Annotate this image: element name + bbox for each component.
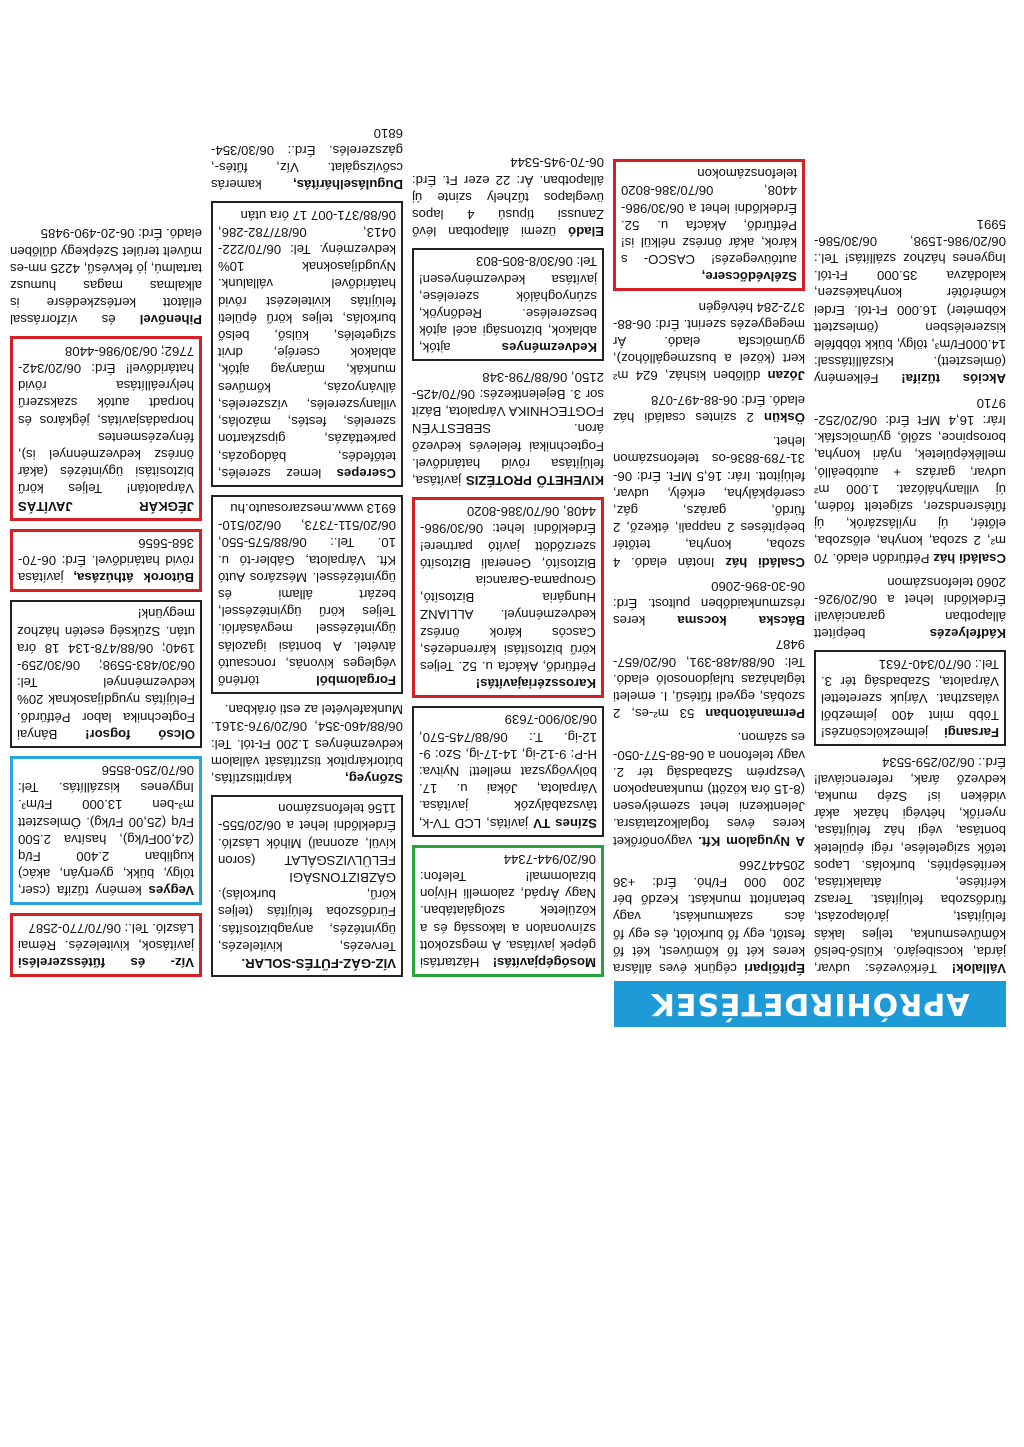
- ad-heading: Karosszériajavítás!: [475, 676, 596, 692]
- ad-column-2: [613, 151, 805, 977]
- ad-text: üzemi állapotban lévő Zanussi típusú 4 lapos üveglapos tűzhely szinte új állapotban. Ár: 22 ezer Ft. Érd: 06-70-945-5344: [412, 155, 604, 240]
- ad-heading: Forgalomból: [316, 672, 396, 688]
- ad-heading: Vállalok!: [951, 961, 1006, 976]
- ad-text: beépített állapotban garanciával! Érdeklődni lehet a 06/20/926-2060 telefonszámon: [814, 574, 1006, 642]
- classified-ad: [814, 215, 1006, 387]
- ad-text: Bányai Fogtechnika labor Pétfürdő. Felújítás nyugdíjasoknak 20% kedvezménnyel Tel: 06/30/483-5598; 06/30/259-1940; 06/88/478-134 18 óra után. Szükség esetén házhoz megyünk!: [17, 606, 195, 742]
- ad-heading: Víz- és fűtésszerelési: [18, 955, 194, 970]
- classified-ad: [613, 392, 805, 426]
- ad-heading: Kádfelyezés: [929, 626, 1006, 642]
- ad-text: javítása rövid határidővel. Érd: 06-70-368-5656: [18, 535, 194, 586]
- ad-column-1: [814, 208, 1006, 977]
- ad-column-3: [412, 147, 604, 977]
- classified-ad: [814, 753, 1006, 977]
- classified-ad: [10, 529, 202, 593]
- classified-ad: [814, 574, 1006, 643]
- classified-ad: [412, 369, 604, 489]
- ad-heading: Eladó: [568, 224, 604, 240]
- ad-heading: Öskün: [763, 409, 805, 425]
- ad-text: dűlőben kisház, 624 m² kert (közel a buszmegállóhoz), gyümölcsfa eladó. Ár megegyezés szerint. Érd: 06-88-372-284 hétvégén: [613, 299, 805, 384]
- classified-ad: [412, 845, 604, 977]
- ad-text: jelmezkölcsönzés! Több mint 400 jelmezből választhat. Várjuk szeretettel Várpalota, Szabadság tér 3. Tel.: 06/70/340-7631: [821, 656, 999, 741]
- ad-heading: A Nyugalom Kft.: [698, 833, 805, 849]
- ad-heading: Családi ház: [725, 554, 805, 570]
- classified-ad: [10, 913, 202, 977]
- ad-column-5: [10, 218, 202, 977]
- ad-heading: Mosógépjavítás!: [492, 955, 596, 970]
- ad-text: Térkövezés: udvar, járda, kocsibejáró. Külső-belső kőművesmunka, teljes lakás felújítást, járólapozást, fürdőszoba felújítást. Terasz kérítése, átalakítása, kerítésépítés, burkolás. Lapos tetők szigetelése, régi épületek bontása, végi ház felújítása, nyeríők, hétvégi házak akár vidéken is! Szép munka, kedvező árak, referenciával! Érd.: 06/20/259-5534: [814, 754, 1006, 976]
- ad-heading: JÉGKÁR JAVÍTÁS: [18, 498, 194, 514]
- ad-heading: Olcsó fogsor!: [85, 726, 195, 742]
- classified-ad: [613, 857, 805, 977]
- ad-heading: Kedvezményes: [501, 340, 597, 356]
- classified-ad: [814, 650, 1006, 746]
- classified-ad: [211, 795, 403, 977]
- ad-heading: Cserepes: [336, 465, 396, 481]
- ad-text: javítása, felújítása rövid határidővel. Fogtechnikai felelevés kedvező áron. SEBESTYÉN FOGTECHNIKA Várpalota, Bázit sor 3. Bejelentkezés: 06/70/425-2150, 06/88/798-348: [412, 369, 604, 488]
- ad-text: cégünk éves állásra keres két fő kőművest, két fő festőt, egy fő burkolót, és egy fő ács szakmunkást, vagy betanított munkást. Kezdő bér 200 000 Ft/hó. Érd: +36 205447266: [613, 857, 805, 976]
- classified-ad: [211, 701, 403, 787]
- ad-text: Félkemény (ömlesztett). Kiszállítással: 14.000Ft/m³, tölgy, bükk többféle kiszerelésben (ömlesztett köbméter) 16.000 Ft-tól. Erdei kőmérőtér konyhakészen, kalodázva 35.000 Ft-tól. Ingyenes házhoz szállítás! Tel.: 06/20/986-1598, 06/30/586-5991: [814, 216, 1006, 387]
- ad-heading: Permanátonban: [705, 706, 805, 722]
- classified-ad: [10, 756, 202, 906]
- classified-ad: [412, 497, 604, 698]
- ad-heading: Farsangi: [944, 725, 999, 741]
- ad-text: kemény tűzifa (cser, tölgy, bükk, gyertyán, akác) kugliban 2.400 Ft/q (24,00Ft/kg), hasítva 2.500 Ft/q (25,00 Ft/kg). Ömlesztett m³-ben 13.000 Ft/m³. Ingyenes kiszállítás. Tel: 06/70/250-8556: [17, 762, 194, 899]
- classified-ad: [10, 337, 202, 521]
- classified-ad: [211, 125, 403, 194]
- ad-heading: Színes TV: [533, 815, 597, 831]
- ad-heading: VÍZ-GÁZ-FŰTÉS-SOLAR.: [241, 956, 396, 971]
- ad-text: autóüvegezés! CASCO- s károk, akár önrész nélkül is! Pétfürdő, Akácfa u. 52. Érdeklődni lehet a 06/30/986-4408, 06/70/386-8020 telefonszámokon: [621, 166, 797, 268]
- ad-text: Inotán eladó. 4 szoba, konyha, tetőtér beépítéses 2 nappali, étkező, 2 fürdő, garázs, gáz, cserépkályha, erkély, udvar, felújított. Irár: 16,5 MFt. Érd: 06-31-789-8836-os telefonszámon lehet.: [613, 434, 805, 570]
- classified-ad: [10, 600, 202, 748]
- classified-ad: [211, 201, 403, 486]
- ad-text: javítások, kivitelezés. Rémai László. Tel.: 06/70/770-2587: [18, 920, 194, 953]
- ad-text: kárpittisztítás, bútorkárpitok tisztítását vállalom kedvezményes 1.200 Ft-tól. Tel: 06/88/460-354, 06/20/976-3161. Munkafelvétel az esti órákban.: [211, 702, 403, 786]
- ad-heading: Szőnyeg,: [345, 770, 403, 786]
- classified-ad: [613, 433, 805, 571]
- classified-ad: [613, 298, 805, 384]
- ad-text: Pétfürdőn eladó. 70 m², 2 szoba, konyha, előszoba, előtér, új nyílászárók, új fűtésrendszer, szigetelt födém, új villanyhálózat. 1.000 m² udvar, garázs + autóbeálló, melléképületek, nyári konyha, borospince, szőlő, gyümölcsfák. Irár: 16,4 MFt Érd: 06/20/252-9710: [814, 395, 1006, 566]
- ad-heading: Pihenővel: [139, 312, 202, 328]
- classified-ad: [613, 729, 805, 849]
- classified-ad: [613, 159, 805, 291]
- ad-heading: Józan: [767, 368, 805, 384]
- ad-text: kamerás csővizsgálat. Víz, fűtés-, gázszerelés. Érd.: 06/30/354-6810: [211, 125, 403, 193]
- ad-heading: Akciós tűzifa!: [901, 371, 1006, 387]
- ad-text: 53 m²-es, 2 szobás, egyedi fűtésű, I. emeleti téglaházas tulajdonosoló eladó. Tel: 06/88/488-391, 06/20/657-9487: [613, 637, 805, 722]
- ad-heading: Vegyes: [148, 883, 194, 899]
- ad-text: keres részmunkaidőben pultost. Érd: 06-30-896-2060: [613, 578, 805, 629]
- ad-heading: Szélvédőcsere,: [701, 269, 797, 285]
- ad-text: vagyonőrőket keres éves foglalkoztatásra. Jelentkezni lehet személyesen (8-15 óra között) munkanapokon Veszprém Szabadság tér 2. vagy telefonon a 06-88-577-050-es számon.: [613, 730, 805, 849]
- ad-text: és vízforrással ellátott kertészkedésre is alkalmas magas humusz tartalmú, jó fekvésű, 4225 nm-es művelt terület Szépkegy dűlőben eladó. Érd: 06-20-490-9485: [10, 226, 202, 328]
- ad-text: lemez szerelés, tetőfedés, bádogozás, parkettázás, gipszkarton szerelés, festés, mázolás, villanyszerelés, vízszerelés, állványozás, kőműves munkák, műanyag ajtók, ablakok cseréje, drvit szigetelés, külső, belső burkolás, teljes körű épületi felújítás kivitelezést rövid határidővel vállalunk. Nyugdíjasoknak 10% kedvezmény. Tel: 06/70/222-0413, 06/87/782-286, 06/88/371-007 17 óra után: [218, 207, 396, 481]
- classified-ad: [412, 706, 604, 836]
- classified-ad: [211, 495, 403, 694]
- ad-text: 2 szintes családi ház eladó. Érd: 06-88-497-078: [613, 392, 805, 425]
- ad-heading: Családi ház: [933, 550, 1006, 566]
- ad-heading: KIVEHETŐ PROTÉZIS: [465, 472, 604, 488]
- classified-ad: [613, 636, 805, 722]
- ad-text: javítás, LCD TV-k, távszabályzók javítása. Várpalota, Jókai u. 17. bölyvögyszat mellett! Nyitva: H-P: 9-12-ig, 14-17-ig, Szo: 9-12-ig. T.: 06/88/745-570, 06/30/900-7639: [419, 712, 597, 831]
- ad-text: Háztartási gépek javítása. A megszokott színvonalon a lakosság és a közületek szolgálatában. Nagy Árpád, zalomelli Hívjon bizalommal! Telefon: 06/20/944-7344: [420, 851, 596, 970]
- ad-text: Tervezés, kivitelezés, ügyintézés, anyagbiztosítás. Fürdőszoba felújítás (teljes körű, burkolás). GÁZBIZTONSÁGI FELÜLVIZSGÁLAT (soron kívül, azonnal) Mihók László. Érdeklődni lehet a 06/20/555-1156 telefonszámon: [218, 801, 396, 954]
- ad-heading: Bútorok áthúzása,: [73, 570, 194, 586]
- ad-text: ajtók, ablakok, biztonsági acél ajtók beszerelése. Redőnyök, szúnyoghálók szerelése, javítása kedvezményesen! Tel: 06/30/8-805-803: [419, 254, 597, 356]
- section-title-banner: APRÓHIRDETÉSEK: [614, 981, 1006, 1027]
- ad-text: történő végleges kivonás, roncsautó átvétel. A bontási igazolás ügyintézéssel megvásárlói. Teljes körű ügyintézéssel, bezárt állami és ügyintézéssel. Mészáros Autó Kft. Várpalota, Gábler-tó u. 10. Tel.: 06/88/575-550, 06/20/511-7373, 06/20/510-6913 www.meszarosauto.hu: [218, 500, 396, 688]
- ad-heading: Építőipari: [744, 961, 805, 976]
- ad-heading: Bácska kocsma: [677, 613, 805, 629]
- ad-text: Várpalotán! Teljes körű biztosítási ügyintézés (akár önrész kedvezménnyel is), fényezésmentes horpadásjavítás, jégkáros és horpadt autók szakszerű helyreállítása rövid határidővel! Érd: 06/20/342-7762; 06/30/986-4408: [18, 343, 194, 497]
- classified-ad: [412, 248, 604, 361]
- ad-column-4: [211, 118, 403, 977]
- ad-text: Pétfürdő, Akácfa u. 52. Teljes körű biztosítási kárrendezés, Cascós károk önrész kedvezménnyel. ALLIANZ Hungária Biztosító, Groupama-Garancia Biztosító, Generali Biztosító szerződött javító partnere! Érdeklődni lehet: 06/30/986-4408, 06/70/386-8020: [420, 504, 596, 674]
- classified-ad: [412, 154, 604, 240]
- ad-heading: Duguláselhárítás,: [293, 177, 403, 193]
- classified-ad: [10, 225, 202, 328]
- classified-ad: [814, 395, 1006, 567]
- classified-ad: [613, 578, 805, 630]
